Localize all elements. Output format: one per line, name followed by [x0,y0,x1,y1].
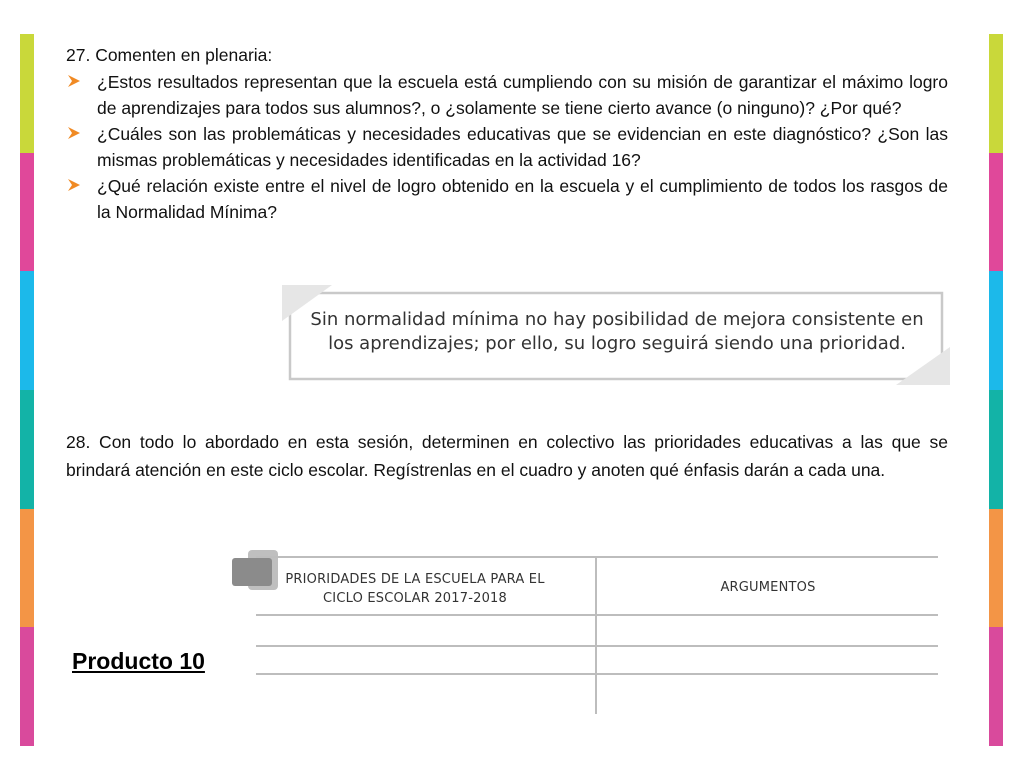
question-27 [66,42,948,225]
stripe-segment [989,627,1003,746]
list-item-text: ¿Qué relación existe entre el nivel de logro obtenido en la escuela y el cumplimiento de todos los rasgos de la Normalidad Mínima? [97,176,948,222]
list-item-text: ¿Estos resultados representan que la escuela está cumpliendo con su misión de garantizar el máximo logro de aprendizajes para todos sus alumnos?, o ¿solamente se tiene cierto avance (o ninguno)? ¿Por qué? [97,72,948,118]
list-item [66,69,948,121]
list-item [66,173,948,225]
callout-text: Sin normalidad mínima no hay posibilidad de mejora consistente en los aprendizajes; por ello, su logro seguirá siendo una prioridad. [310,309,924,354]
stripe-segment [989,271,1003,390]
stripe-segment [989,34,1003,153]
stripe-segment [20,34,34,153]
stripe-segment [989,509,1003,628]
arrow-bullet-icon [67,126,81,140]
question-27-heading: 27. Comenten en plenaria: [66,45,273,65]
question-27-list [66,69,948,225]
stripe-segment [20,509,34,628]
list-item [66,121,948,173]
table-header-arguments: ARGUMENTOS [720,580,816,595]
stripe-segment [20,627,34,746]
list-item-text: ¿Cuáles son las problemáticas y necesidades educativas que se evidencian en este diagnóstico? ¿Son las mismas problemáticas y necesidades identificadas en la actividad 16? [97,124,948,170]
priorities-table [230,544,942,716]
callout-box [282,285,950,385]
stripe-segment [989,153,1003,272]
arrow-bullet-icon [67,178,81,192]
arrow-bullet-icon [67,74,81,88]
product-label: Producto 10 [72,648,205,674]
stripe-segment [20,271,34,390]
right-color-stripe [989,34,1003,746]
left-color-stripe [20,34,34,746]
stripe-segment [20,390,34,509]
stripe-segment [989,390,1003,509]
stripe-segment [20,153,34,272]
question-28-text: 28. Con todo lo abordado en esta sesión, determinen en colectivo las prioridades educativas a las que se brindará atención en este ciclo escolar. Regístrenlas en el cuadro y anoten qué énfasis darán a cada una. [66,432,948,480]
table-header-priorities: PRIORIDADES DE LA ESCUELA PARA EL CICLO ESCOLAR 2017-2018 [285,572,545,606]
